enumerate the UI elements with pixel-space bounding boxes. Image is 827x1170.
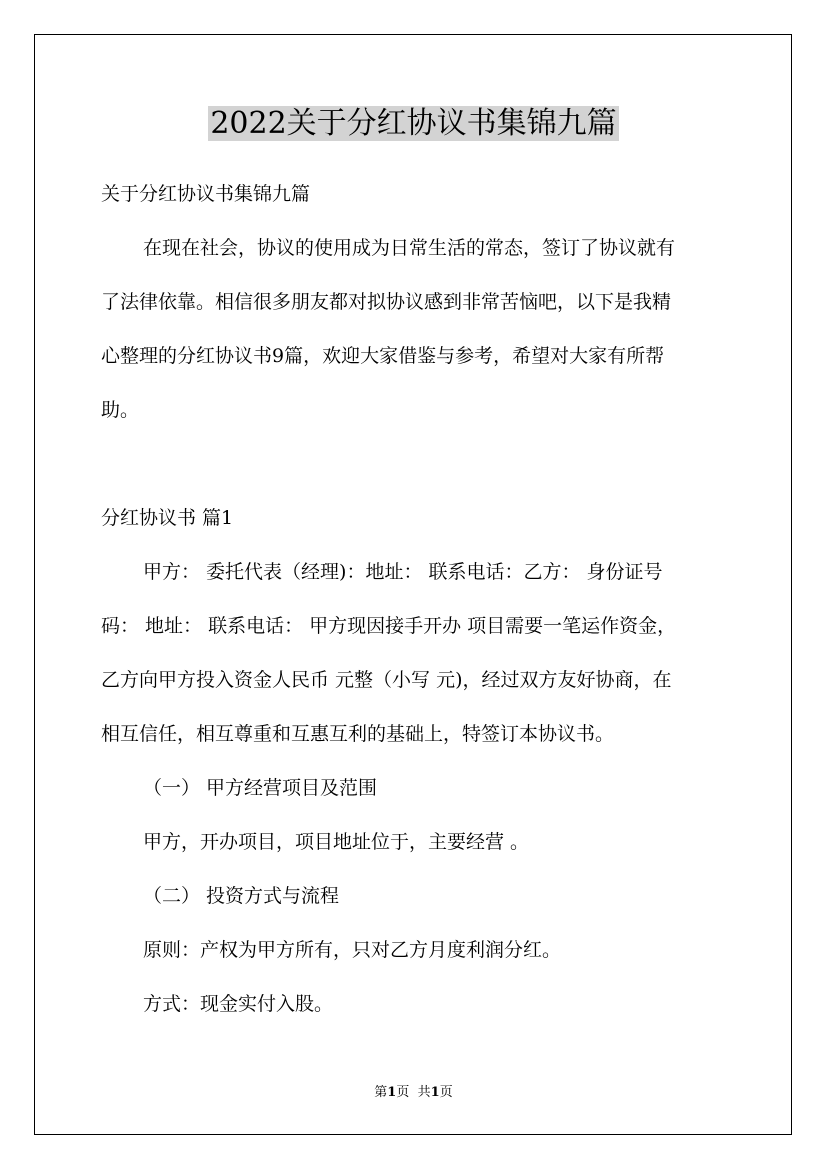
section-line-3: 乙方向甲方投入资金人民币 元整（小写 元)，经过双方友好协商，在 [101,669,672,691]
footer-total-unit: 页 [439,1085,453,1100]
document-subtitle: 关于分红协议书集锦九篇 [101,183,311,205]
clause-heading-1: （一） 甲方经营项目及范围 [143,777,378,799]
clause-line-2: 原则：产权为甲方所有，只对乙方月度利润分红。 [143,939,562,961]
clause-line-1: 甲方，开办项目，项目地址位于，主要经营 。 [143,831,530,853]
document-title [0,104,827,144]
page-footer [0,1084,827,1102]
footer-page-current: 1 [387,1085,397,1100]
section-heading: 分红协议书 篇1 [101,507,234,529]
footer-page-prefix: 第 [374,1085,388,1100]
intro-line-4: 助。 [101,399,140,421]
intro-line-3: 心整理的分红协议书9篇，欢迎大家借鉴与参考，希望对大家有所帮 [101,345,665,367]
footer-total-prefix: 共 [417,1085,431,1100]
document-title-text: 2022关于分红协议书集锦九篇 [210,106,617,141]
clause-heading-2: （二） 投资方式与流程 [143,885,340,907]
intro-line-1: 在现在社会，协议的使用成为日常生活的常态，签订了协议就有 [143,237,676,259]
section-line-1: 甲方： 委托代表（经理)：地址： 联系电话：乙方： 身份证号 [143,561,663,583]
footer-page-total: 1 [430,1085,440,1100]
clause-line-3: 方式：现金实付入股。 [143,993,334,1015]
footer-page-unit: 页 [396,1085,410,1100]
intro-line-2: 了法律依靠。相信很多朋友都对拟协议感到非常苦恼吧，以下是我精 [101,291,672,313]
section-line-2: 码： 地址： 联系电话： 甲方现因接手开办 项目需要一笔运作资金， [101,615,677,637]
section-line-4: 相互信任，相互尊重和互惠互利的基础上，特签订本协议书。 [101,723,615,745]
